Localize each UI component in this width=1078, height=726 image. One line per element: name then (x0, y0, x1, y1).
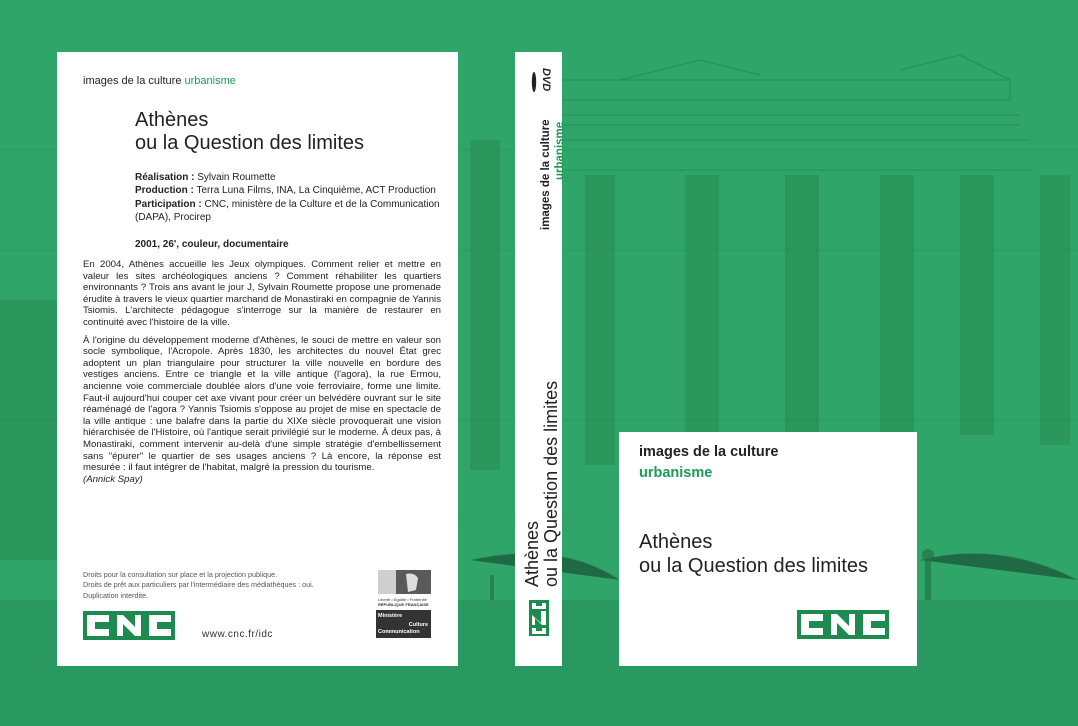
mc-line-3: Communication (378, 629, 420, 635)
production-label: Production : (135, 185, 194, 197)
spine-series-prefix: images de la culture (540, 119, 552, 230)
mc-line-1: Ministère (378, 613, 403, 619)
back-title-line1: Athènes (135, 109, 209, 131)
rf-name: RÉPUBLIQUE FRANÇAISE (378, 602, 429, 607)
synopsis-paragraph-2: À l'origine du développement moderne d'Athènes, le souci de mettre en valeur son socle symbolique, l'Acropole. Après 1830, les architectes du nouvel État grec adoptent un plan triangulaire pour structurer la ville nouvelle en bordure des vestiges anciens. Entre ce triangle et la ville antique (l'agora), la rue Ermou, ancienne voie commerciale doublée alors d'une voie ferroviaire, forme une limite. Faut-il aujourd'hui couper cet axe vivant pour créer un belvédère ouvrant sur le site réaménagé de l'agora ? Yannis Tsiomis s'oppose au projet de mise en spectacle de la ville antique : une balafre dans la partie du XIXe siècle provoquerait une vision hiérarchisée de l'Histoire, où l'antique serait privilégié sur le moderne. À deux pas, à Monastiraki, comment intervenir au-delà d'une simple stratégie d'embellissement sans "épurer" le quartier de ses usages anciens ? Là encore, la réponse est mesurée : il faut intégrer de l'habitat, malgré la pression du tourisme. (83, 334, 441, 474)
credits (135, 171, 457, 225)
front-series-theme: urbanisme (639, 465, 713, 481)
front-title-line1: Athènes (639, 531, 713, 553)
spine-title-line1: Athènes (522, 520, 542, 587)
participation-label: Participation : (135, 198, 202, 210)
front-series-prefix: images de la culture (639, 444, 779, 460)
rf-motto: Liberté • Égalité • Fraternité (378, 597, 427, 602)
dvd-logo-icon (530, 66, 552, 98)
front-cover-label (619, 432, 917, 666)
rights-line-1: Droits pour la consultation sur place et la projection publique. (83, 570, 278, 579)
front-series-label (639, 442, 778, 484)
spine-cnc-logo (529, 600, 549, 636)
mc-line-2: Culture (408, 622, 428, 628)
front-title (639, 530, 868, 578)
realisation-label: Réalisation : (135, 172, 195, 183)
rights-line-3: Duplication interdite. (83, 590, 149, 600)
synopsis (83, 259, 441, 485)
rights-notice (83, 570, 373, 601)
ministere-culture-logo (376, 610, 431, 638)
front-title-line2: ou la Question des limites (639, 555, 869, 577)
production-value: Terra Luna Films, INA, La Cinquième, ACT Production (196, 185, 436, 197)
dvd-label: DVD (540, 68, 552, 92)
rf-caption (378, 597, 438, 607)
film-meta: 2001, 26', couleur, documentaire (135, 239, 289, 250)
spine-series-theme: urbanisme (554, 121, 566, 180)
back-series-label (83, 75, 236, 87)
rights-line-2: Droits de prêt aux particuliers par l'intermédiaire des médiathèques : oui. (83, 580, 314, 590)
front-cnc-logo (797, 610, 889, 639)
synopsis-author: (Annick Spay) (83, 473, 143, 485)
spine (515, 52, 566, 666)
back-title-line2: ou la Question des limites (135, 132, 365, 154)
spine-title-line2: ou la Question des limites (541, 380, 561, 587)
spine-series-label (539, 119, 567, 230)
back-series-theme: urbanisme (184, 75, 236, 87)
back-title (135, 109, 364, 155)
spine-title (523, 381, 561, 587)
back-series-prefix: images de la culture (83, 75, 182, 87)
participation-value: CNC, ministère de la Culture et de la Communication (DAPA), Procirep (135, 198, 440, 224)
back-cover (57, 52, 458, 666)
realisation-value: Sylvain Roumette (197, 172, 276, 183)
website-link[interactable]: www.cnc.fr/idc (202, 629, 273, 640)
cnc-logo (83, 611, 175, 640)
synopsis-paragraph-1: En 2004, Athènes accueille les Jeux olympiques. Comment relier et mettre en valeur les sites archéologiques anciens ? Comment réhabiliter les quartiers environnants ? Trois ans avant le jour J, Sylvain Roumette propose une promenade érudite à travers le vieux quartier marchand de Monastiraki en compagnie de Yannis Tsiomis. L'architecte pédagogue s'interroge sur la manière de restaurer en continuité avec l'histoire de la ville. (83, 259, 441, 328)
